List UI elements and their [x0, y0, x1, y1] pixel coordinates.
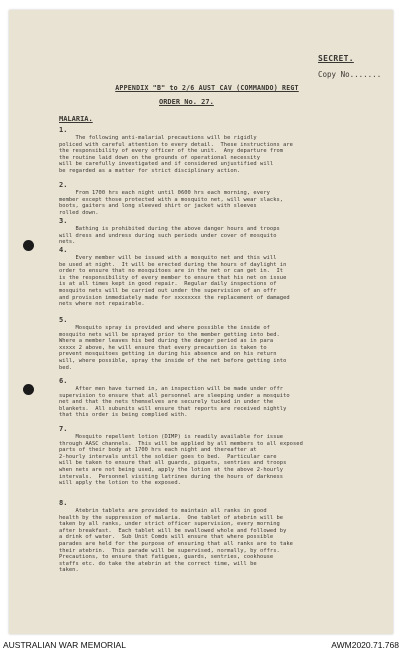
paragraph-number: 6.	[59, 377, 68, 385]
paragraph-text: Bathing is prohibited during the above danger hours and troops will dress and undress during such periods under cover of mosquito nets.	[59, 226, 280, 246]
paragraph-7	[59, 425, 377, 487]
paragraph-6	[59, 377, 377, 419]
paragraph-text: After men have turned in, an inspection will be made under offr supervision to ensure that all personnel are sleeping under a mosquito net and that the nets themselves are securely tucked in under the blankets. All subunits will ensure that reports are received nightly that this order is being complied with.	[59, 386, 290, 419]
paragraph-number: 8.	[59, 499, 68, 507]
paragraph-number: 1.	[59, 126, 68, 134]
punch-hole	[23, 240, 34, 251]
punch-hole	[23, 384, 34, 395]
paragraph-text: From 1700 hrs each night until 0600 hrs each morning, every member except those protected with a mosquito net, will wear slacks, boots, gaiters and long sleeved shirt or jacket with sleeves rolled down.	[59, 190, 284, 216]
paragraph-text: Mosquito repellent lotion (DIMP) is readily available for issue through AASC channels. This will be applied by all members to all exposed parts of their body at 1700 hrs each night and thereafter at 2-hourly intervals until the soldier goes to bed. Particular care will be taken to ensure that all guards, piquets, sentries and troops when nets are not being used, apply the lotion at the above 2-hourly intervals. Personnel visiting latrines during the hours of darkness will apply the lotion to the exposed.	[59, 434, 303, 487]
paragraph-number: 5.	[59, 316, 68, 324]
paragraph-3	[59, 217, 377, 246]
accession-number: AWM2020.71.768	[331, 640, 399, 650]
paragraph-text: The following anti-malarial precautions will be rigidly policed with careful attention to every detail. These instructions are the responsibility of every officer of the unit. Any departure from the routine laid down on the grounds of operational necessity will be carefully investigated and if considered unjustified will be regarded as a matter for strict disciplinary action.	[59, 135, 293, 174]
paragraph-number: 3.	[59, 217, 68, 225]
paragraph-number: 7.	[59, 425, 68, 433]
section-heading: MALARIA.	[59, 115, 93, 123]
paragraph-4	[59, 246, 377, 308]
copy-number: Copy No.......	[318, 70, 382, 79]
document-page	[9, 10, 393, 634]
paragraph-2	[59, 181, 377, 216]
order-number: ORDER No. 27.	[159, 98, 214, 106]
paragraph-number: 4.	[59, 246, 68, 254]
paragraph-text: Every member will be issued with a mosquito net and this will be used at night. It will be erected during the hours of daylight in order to ensure that no mosquitoes are in the net or can get in. It is the responsibility of every member to ensure that his net on issue is at all times kept in good repair. Regular daily inspections of mosquito nets will be carried out under the supervision of an offr and provision immediately made for xxxxxxxx the replacement of damaged nets where not repairable.	[59, 255, 290, 308]
paragraph-number: 2.	[59, 181, 68, 189]
paragraph-1	[59, 126, 377, 175]
archive-name: AUSTRALIAN WAR MEMORIAL	[3, 640, 126, 650]
paragraph-8	[59, 499, 377, 574]
document-title: APPENDIX "B" to 2/6 AUST CAV (COMMANDO) REGT	[115, 84, 299, 92]
classification-label: SECRET.	[318, 54, 354, 63]
archive-caption	[0, 640, 403, 653]
paragraph-text: Mosquito spray is provided and where possible the inside of mosquito nets will be sprayed prior to the member getting into bed. Where a member leaves his bed during the danger period as in para xxxxx 2 above, he will ensure that every precaution is taken to prevent mosquitoes getting in during his absence and on his return will, where possible, spray the inside of the net before getting into bed.	[59, 325, 287, 371]
paragraph-5	[59, 316, 377, 371]
paragraph-text: Atebrin tablets are provided to maintain all ranks in good health by the suppression of malaria. One tablet of atebrin will be taken by all ranks, under strict officer supervision, every morning after breakfast. Each tablet will be swallowed whole and followed by a drink of water. Sub Unit Comds will ensure that where possible parades are held for the purpose of ensuring that all ranks are to take their atebrin. This parade will be supervised, normally, by offrs. Precautions, to ensure that fatigues, guards, sentries, cookhouse staffs etc. do take the atebrin at the correct time, will be taken.	[59, 508, 293, 574]
